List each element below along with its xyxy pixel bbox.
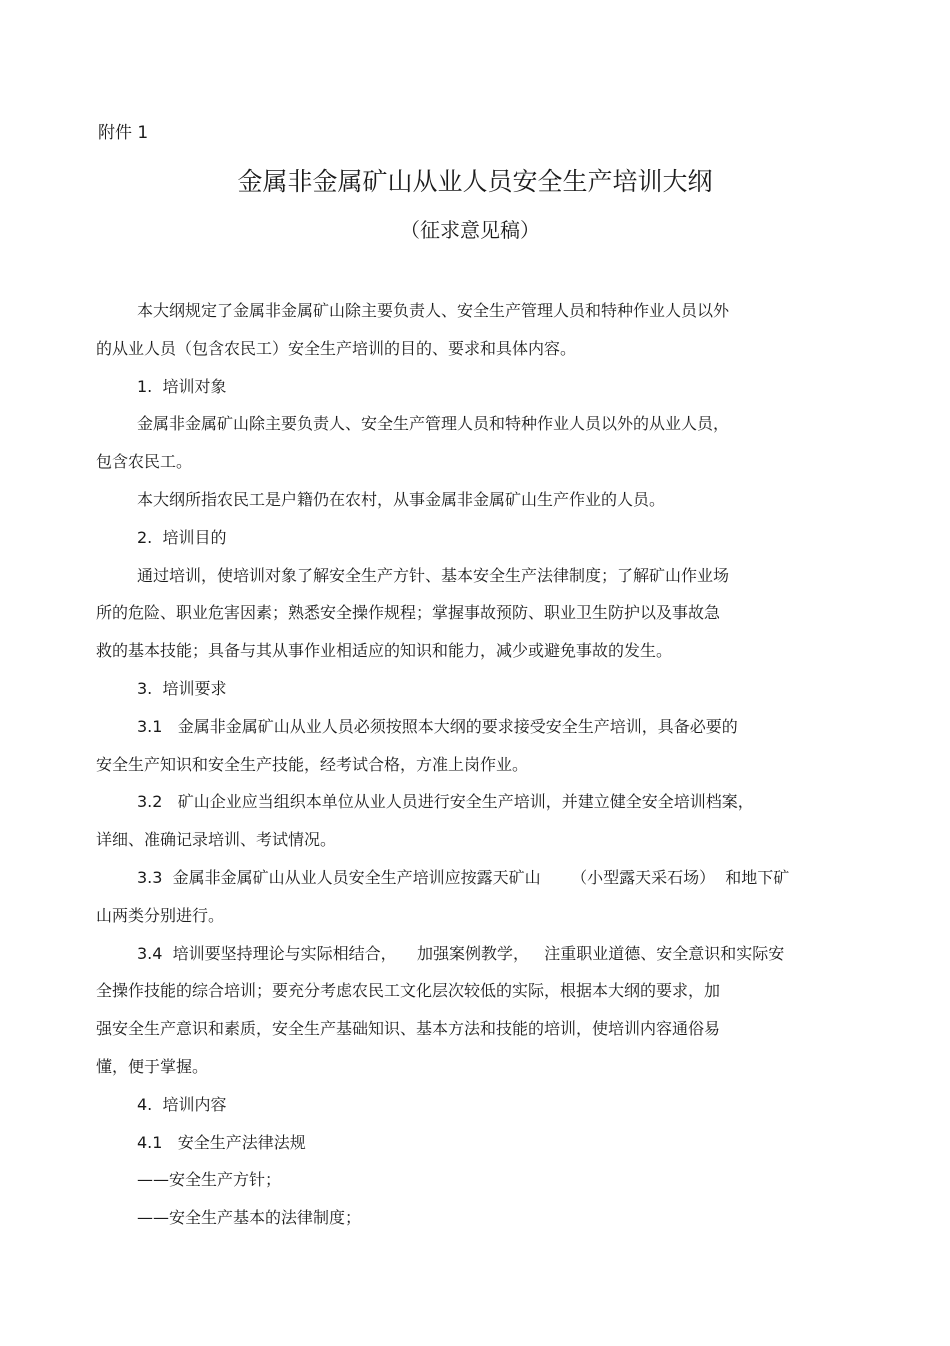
text-line: 所的危险、职业危害因素；熟悉安全操作规程；掌握事故预防、职业卫生防护以及事故急 — [96, 603, 721, 623]
text-line: 懂，便于掌握。 — [96, 1056, 209, 1076]
text-line: 3.1 金属非金属矿山从业人员必须按照本大纲的要求接受安全生产培训，具备必要的 — [137, 716, 738, 736]
text-line: 强安全生产意识和素质，安全生产基础知识、基本方法和技能的培训，使培训内容通俗易 — [96, 1019, 721, 1039]
text-line: 本大纲所指农民工是户籍仍在农村，从事金属非金属矿山生产作业的人员。 — [137, 489, 666, 509]
text-line: 金属非金属矿山除主要负责人、安全生产管理人员和特种作业人员以外的从业人员， — [137, 414, 730, 434]
document-subtitle: （征求意见稿） — [400, 218, 540, 242]
text-line: 包含农民工。 — [96, 452, 193, 472]
section-heading: 4. 培训内容 — [137, 1094, 227, 1114]
section-heading: 2. 培训目的 — [137, 527, 227, 547]
text-line: 山两类分别进行。 — [96, 905, 225, 925]
section-heading: 1. 培训对象 — [137, 376, 227, 396]
list-item: ——安全生产方针； — [137, 1170, 282, 1190]
text-line: 3.3 金属非金属矿山从业人员安全生产培训应按露天矿山 （小型露天采石场） 和地下矿 — [137, 867, 790, 887]
attachment-label: 附件 1 — [98, 123, 149, 143]
text-line: 3.4 培训要坚持理论与实际相结合， 加强案例教学， 注重职业道德、安全意识和实际安 — [137, 943, 785, 963]
document-body — [96, 292, 866, 1237]
text-line: 的从业人员（包含农民工）安全生产培训的目的、要求和具体内容。 — [96, 338, 577, 358]
text-line: 3.2 矿山企业应当组织本单位从业人员进行安全生产培训，并建立健全安全培训档案， — [137, 792, 754, 812]
text-line: 详细、准确记录培训、考试情况。 — [96, 830, 337, 850]
list-item: ——安全生产基本的法律制度； — [137, 1208, 362, 1228]
subsection-heading: 4.1 安全生产法律法规 — [137, 1132, 306, 1152]
text-line: 安全生产知识和安全生产技能，经考试合格，方准上岗作业。 — [96, 754, 529, 774]
document-title: 金属非金属矿山从业人员安全生产培训大纲 — [237, 167, 713, 196]
text-line: 本大纲规定了金属非金属矿山除主要负责人、安全生产管理人员和特种作业人员以外 — [137, 301, 730, 320]
text-line: 通过培训，使培训对象了解安全生产方针、基本安全生产法律制度；了解矿山作业场 — [137, 565, 730, 585]
section-heading: 3. 培训要求 — [137, 678, 227, 698]
text-line: 全操作技能的综合培训；要充分考虑农民工文化层次较低的实际，根据本大纲的要求，加 — [96, 981, 721, 1001]
text-line: 救的基本技能；具备与其从事作业相适应的知识和能力，减少或避免事故的发生。 — [96, 641, 673, 661]
